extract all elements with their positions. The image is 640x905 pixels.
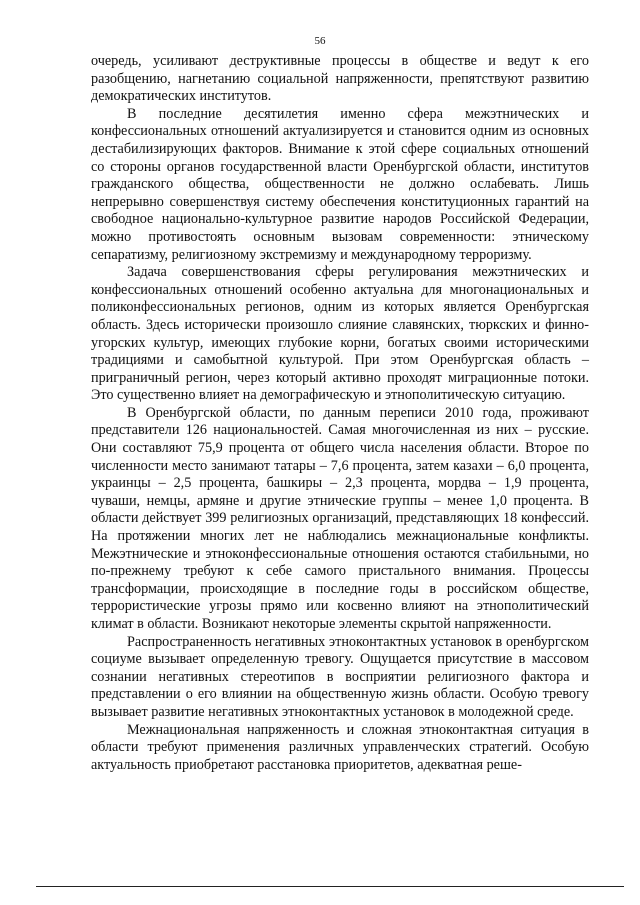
paragraph-negative-attitudes: Распространенность негативных этноконтактных установок в оренбургском социуме вызывает определенную тревогу. Ощущается присутствие в массовом сознании негативных стереотипов в восприятии религиозного фактора и представлении о его влиянии на общественную жизнь области. Особую тревогу вызывает развитие негативных этноконтактных установок в молодежной среде. <box>91 633 589 720</box>
footer-divider <box>36 886 624 887</box>
paragraph-census-data: В Оренбургской области, по данным переписи 2010 года, проживают представители 126 национальностей. Самая многочисленная из них – русские. Они составляют 75,9 процента от общего числа населения области. Второе по численности место занимают татары – 7,6 процента, затем казахи – 6,0 процента, украинцы – 2,5 процента, башкиры – 2,3 процента, мордва – 1,9 процента, чуваши, немцы, армяне и другие этнические группы – менее 1,0 процента. В области действует 399 религиозных организаций, представляющих 18 конфессий. На протяжении многих лет не наблюдались межнациональные конфликты. Межэтнические и этноконфессиональные отношения остаются стабильными, но по-прежнему требуют к себе самого пристального внимания. Процессы трансформации, происходящие в последние годы в российском обществе, террористические угрозы прямо или косвенно влияют на этнополитический климат в области. Возникают некоторые элементы скрытой напряженности. <box>91 404 589 632</box>
page-number: 56 <box>314 35 326 47</box>
document-body <box>91 53 589 774</box>
paragraph-management-strategies: Межнациональная напряженность и сложная этноконтактная ситуация в области требуют применения различных управленческих стратегий. Особую актуальность приобретают расстановка приоритетов, адекватная реше- <box>91 721 589 773</box>
paragraph-interethnic-relations: В последние десятилетия именно сфера межэтнических и конфессиональных отношений актуализируется и становится одним из основных дестабилизирующих факторов. Внимание к этой сфере социальных отношений со стороны органов государственной власти Оренбургской области, институтов гражданского общества, общественности не должно ослабевать. Лишь непрерывно совершенствуя систему обеспечения конституционных гарантий на свободное национально-культурное развитие народов Российской Федерации, можно противостоять основным вызовам современности: этническому сепаратизму, религиозному экстремизму и международному терроризму. <box>91 105 589 263</box>
paragraph-regulation-task: Задача совершенствования сферы регулирования межэтнических и конфессиональных отношений особенно актуальна для многонациональных и поликонфессиональных регионов, одним из которых является Оренбургская область. Здесь исторически произошло слияние славянских, тюркских и финно-угорских культур, имеющих глубокие корни, богатых своими историческими традициями и самобытной культурой. При этом Оренбургская область – приграничный регион, через который активно проходят миграционные потоки. Это существенно влияет на демографическую и этнополитическую ситуацию. <box>91 264 589 404</box>
paragraph-continuation: очередь, усиливают деструктивные процессы в обществе и ведут к его разобщению, нагнетанию социальной напряженности, препятствуют развитию демократических институтов. <box>91 53 589 105</box>
